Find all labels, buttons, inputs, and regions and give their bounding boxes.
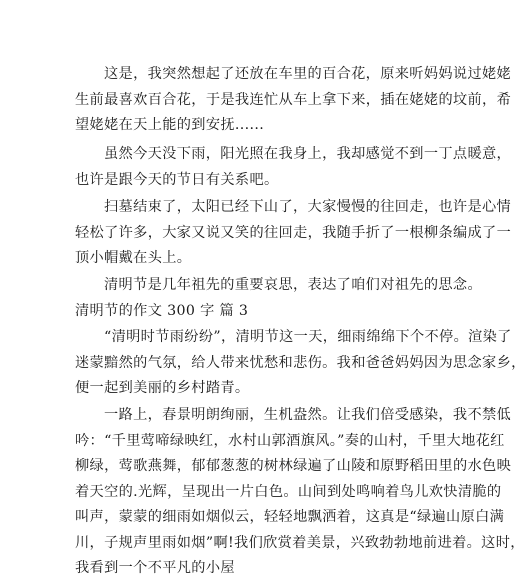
text-line: 也许是跟今天的节日有关系吧。 xyxy=(75,171,279,188)
text-line: 扫墓结束了，太阳已经下山了，大家慢慢的往回走，也许是心情 xyxy=(104,199,512,215)
text-line: 着天空的.光辉，呈现出一片白色。山间到处鸣响着鸟儿欢快清脆的 xyxy=(75,483,502,500)
text-line: 川，子规声里雨如烟”啊!我们欣赏着美景，兴致勃勃地前进着。这时， xyxy=(75,534,525,551)
text-line: 我看到一个不平凡的小屋 xyxy=(75,560,235,576)
paragraph-2 xyxy=(75,142,512,193)
text-line: 柳绿，莺歌燕舞，郁郁葱葱的树林绿遍了山陵和原野稻田里的水色映 xyxy=(75,458,512,474)
section-paragraph-2 xyxy=(75,403,525,582)
text-line: 叫声，蒙蒙的细雨如烟似云，轻轻地飘洒着，这真是“绿遍山原白满 xyxy=(75,509,505,525)
text-line: 吟：“千里莺啼绿映红，水村山郭酒旗风。”奏的山村，千里大地花红 xyxy=(75,432,505,449)
text-line: 虽然今天没下雨，阳光照在我身上，我却感觉不到一丁点暖意， xyxy=(104,146,512,162)
text-line: 生前最喜欢百合花，于是我连忙从车上拿下来，插在姥姥的坟前，希 xyxy=(75,91,512,108)
text-line: 这是，我突然想起了还放在车里的百合花，原来听妈妈说过姥姥 xyxy=(104,66,512,82)
paragraph-4 xyxy=(75,273,482,299)
paragraph-1 xyxy=(75,62,512,139)
text-line: 清明节是几年祖先的重要哀思，表达了咱们对祖先的思念。 xyxy=(104,277,482,293)
text-line: 迷蒙黯然的气氛，给人带来忧愁和悲伤。我和爸爸妈妈因为思念家乡， xyxy=(75,354,526,371)
section-paragraph-1 xyxy=(75,325,526,402)
text-line: “清明时节雨纷纷”，清明节这一天，细雨绵绵下个不停。渲染了 xyxy=(104,329,512,345)
text-line: 便一起到美丽的乡村踏青。 xyxy=(75,380,250,396)
text-line: 一路上，春景明朗绚丽，生机盎然。让我们倍受感染，我不禁低 xyxy=(104,407,512,423)
paragraph-3 xyxy=(75,195,512,272)
text-line: 望姥姥在天上能的到安抚...... xyxy=(75,117,265,133)
section-heading: 清明节的作文 300 字 篇 3 xyxy=(75,303,249,319)
text-line: 顶小帽戴在头上。 xyxy=(75,250,192,266)
text-line: 轻松了许多，大家又说又笑的往回走，我随手折了一根柳条编成了一 xyxy=(75,224,512,241)
